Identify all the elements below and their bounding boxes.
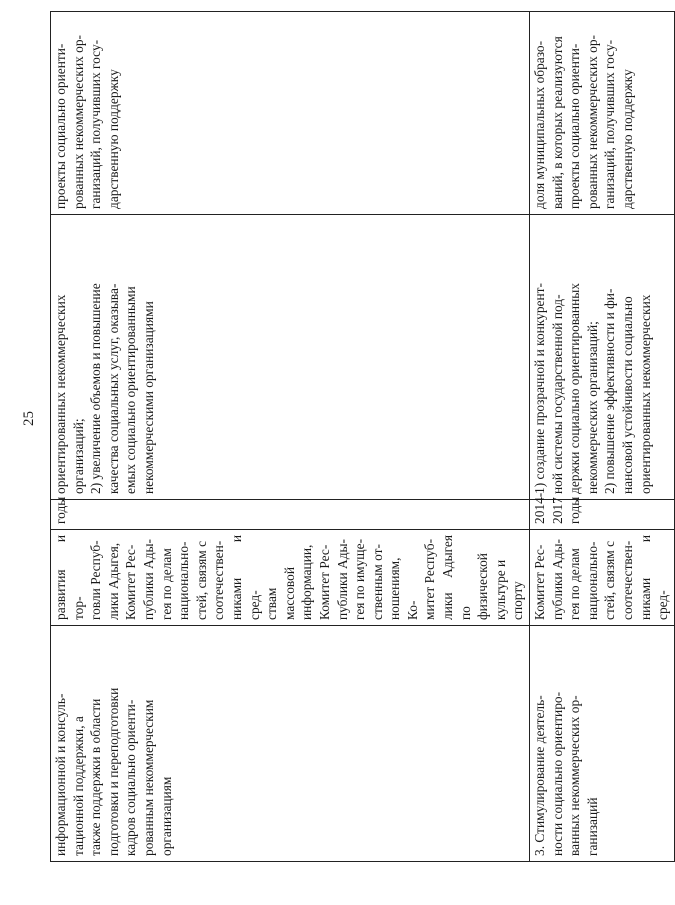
cell-line: дарственную поддержку <box>620 69 635 209</box>
cell-line: 2) увеличение объемов и повышение <box>88 283 104 494</box>
cell-line: информации, <box>299 544 315 620</box>
cell-line: кадров социально ориенти- <box>123 699 139 856</box>
cell-line: ганизаций <box>584 797 600 856</box>
cell-line: качества социальных услуг, оказыва- <box>105 283 121 494</box>
cell-line: некоммерческих организаций; <box>584 321 600 494</box>
cell-line: рованным некоммерческим <box>140 699 156 856</box>
cell-line: Комитет Рес- <box>316 544 332 620</box>
cell-line: ориентированных некоммерческих <box>637 294 653 494</box>
cell-line: никами и сред- <box>637 535 671 620</box>
cell-line: стей, связям с <box>193 540 209 620</box>
cell-line: организациям <box>158 776 174 856</box>
period-cell <box>530 492 675 530</box>
cell-line: ванных некоммерческих ор- <box>567 695 583 856</box>
executors-cell <box>530 530 675 626</box>
results-cell <box>530 215 675 500</box>
executors-cell <box>51 530 530 626</box>
cell-line: проекты социально ориенти- <box>567 43 583 209</box>
cell-line: проекты социально ориенти- <box>53 43 68 209</box>
cell-line: культуре и <box>492 559 508 620</box>
cell-line: гея по делам <box>567 548 583 620</box>
cell-line: соотечествен- <box>211 540 227 620</box>
measure-cell <box>51 626 530 862</box>
cell-line: емых социально ориентированными <box>123 286 139 494</box>
cell-line: некоммерческими организациями <box>140 301 156 494</box>
table-row <box>530 12 675 862</box>
cell-line: ганизаций, получивших госу- <box>602 39 618 209</box>
cell-line: нансовой устойчивости социально <box>620 296 635 494</box>
cell-line: доля муниципальных образо- <box>532 40 548 209</box>
cell-line: информационной и консуль- <box>53 693 68 856</box>
cell-line: 1) создание прозрачной и конкурент- <box>532 283 548 494</box>
cell-line: митет Респуб- <box>422 538 438 620</box>
cell-line: Комитет Рес- <box>123 544 139 620</box>
results-cell <box>51 215 530 500</box>
cell-line: публики Ады- <box>334 539 350 620</box>
cell-line: национально- <box>584 541 600 620</box>
cell-line: тационной поддержки, а <box>70 716 86 856</box>
indicators-cell <box>51 12 530 215</box>
cell-line: публики Ады- <box>549 539 565 620</box>
cell-line: 2014- <box>532 492 548 524</box>
cell-line: развития и тор- <box>53 535 86 620</box>
cell-line: публики Ады- <box>140 539 156 620</box>
cell-line: 3. Стимулирование деятель- <box>532 695 548 856</box>
cell-line: 2017 <box>549 497 565 524</box>
table-row <box>51 12 530 862</box>
cell-line: ственным от- <box>369 544 385 620</box>
cell-line: Комитет Рес- <box>532 544 548 620</box>
cell-line: физической <box>475 553 491 620</box>
cell-line: лики Адыгея по <box>440 535 473 620</box>
cell-line: организаций; <box>70 418 86 494</box>
cell-line: никами и сред- <box>228 535 262 620</box>
cell-line: рованных некоммерческих ор- <box>584 35 600 209</box>
program-measures-table <box>50 11 675 862</box>
cell-line: годы <box>53 496 68 524</box>
cell-line: ваний, в которых реализуются <box>549 36 565 209</box>
cell-line: лики Адыгея, <box>105 542 121 620</box>
measure-cell <box>530 626 675 862</box>
cell-line: национально- <box>176 541 192 620</box>
period-cell <box>51 496 530 530</box>
cell-line: стей, связям с <box>602 540 618 620</box>
cell-line: также поддержки в области <box>88 698 104 856</box>
cell-line: ности социально ориентиро- <box>549 691 565 856</box>
cell-line: годы <box>567 496 583 524</box>
cell-line: ствам массовой <box>264 566 297 620</box>
cell-line: ориентированных некоммерческих <box>53 294 68 494</box>
cell-line: рованных некоммерческих ор- <box>70 35 86 209</box>
cell-line: держки социально ориентированных <box>567 283 583 494</box>
cell-line: дарственную поддержку <box>105 69 121 209</box>
cell-line: ношениям, Ко- <box>387 557 420 620</box>
cell-line: спорту <box>510 581 526 620</box>
cell-line: 2) повышение эффективности и фи- <box>602 288 618 494</box>
page-number: 25 <box>21 411 37 426</box>
cell-line: соотечествен- <box>620 540 635 620</box>
cell-line: гея по имуще- <box>352 538 368 620</box>
cell-line: ганизаций, получивших госу- <box>88 39 104 209</box>
indicators-cell <box>530 12 675 215</box>
cell-line: подготовки и переподготовки <box>105 687 121 856</box>
cell-line: гея по делам <box>158 548 174 620</box>
rotated-table-wrapper <box>50 12 671 862</box>
cell-line: говли Респуб- <box>88 540 104 620</box>
cell-line: ной системы государственной под- <box>549 294 565 494</box>
